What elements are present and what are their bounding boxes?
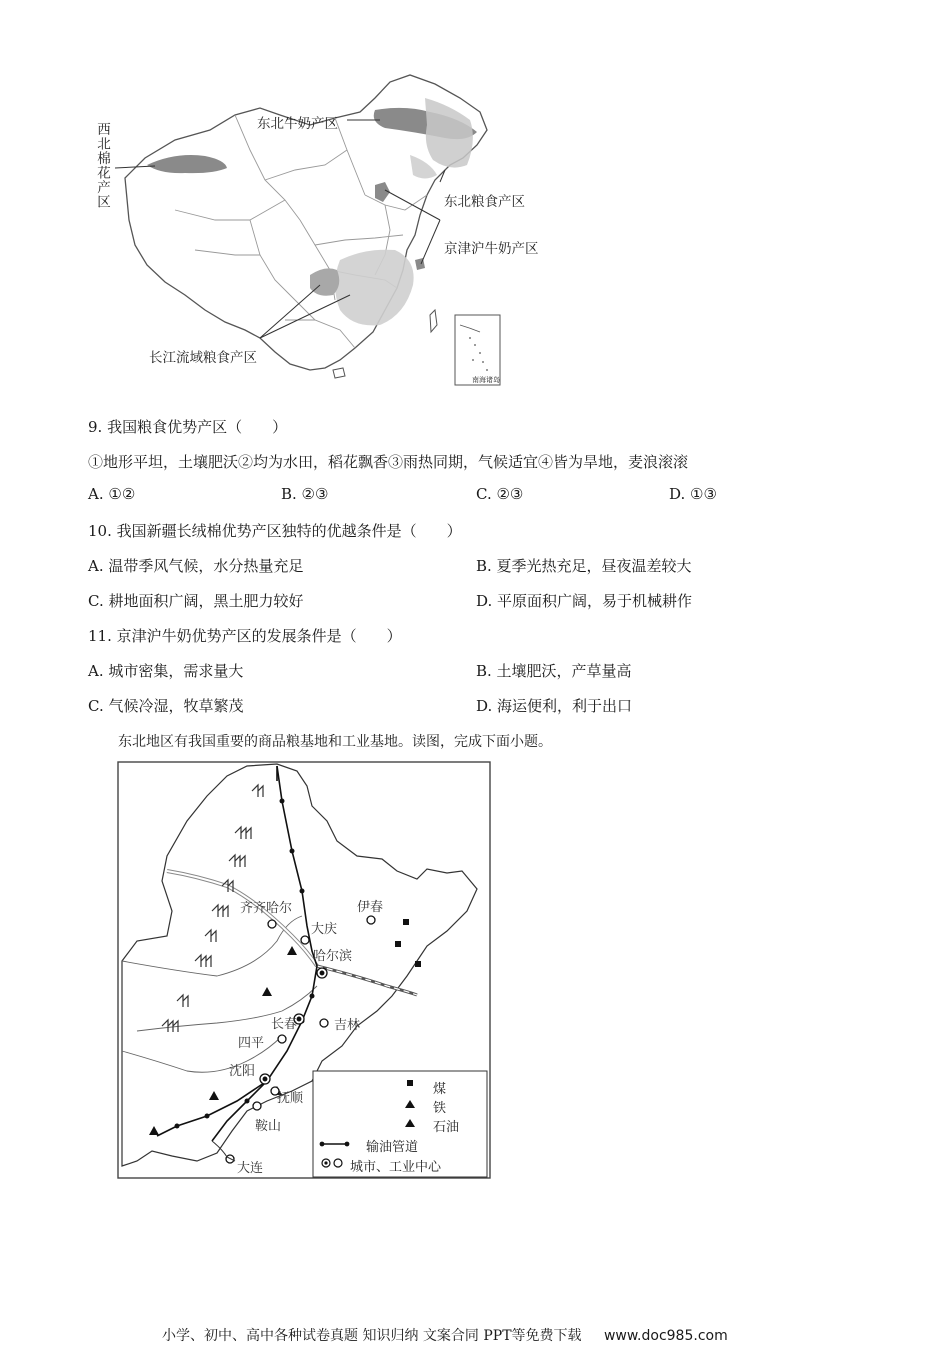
city-daqing: 大庆 [311, 922, 338, 937]
question-10-option-b[interactable]: B. 夏季光热充足，昼夜温差较大 [476, 557, 692, 575]
question-10-option-a[interactable]: A. 温带季风气候，水分热量充足 [88, 557, 304, 575]
question-9-statements: ①地形平坦，土壤肥沃②均为水田，稻花飘香③雨热同期，气候适宜④皆为旱地，麦浪滚滚 [88, 453, 689, 471]
question-9-option-d[interactable]: D. ①③ [669, 485, 717, 503]
footer-url[interactable]: www.doc985.com [603, 1328, 728, 1344]
city-harbin: 哈尔滨 [313, 949, 353, 964]
question-9-option-c[interactable]: C. ②③ [476, 485, 524, 503]
question-10-option-d[interactable]: D. 平原面积广阔，易于机械耕作 [476, 592, 693, 610]
south-china-sea-label: 南海诸岛 [472, 376, 500, 384]
city-changchun: 长春 [271, 1017, 298, 1032]
jjh-dairy-label: 京津沪牛奶产区 [444, 241, 539, 257]
intro-text: 东北地区有我国重要的商品粮基地和工业基地。读图，完成下面小题。 [118, 734, 552, 750]
question-9-option-b[interactable]: B. ②③ [281, 485, 329, 503]
page-footer [162, 1325, 728, 1345]
northwest-cotton-label: 西北棉花产区 [94, 122, 110, 209]
city-siping: 四平 [238, 1036, 265, 1051]
yangtze-grain-label: 长江流域粮食产区 [149, 350, 257, 366]
legend-oil: 石油 [433, 1120, 460, 1135]
city-jilin: 吉林 [334, 1018, 361, 1033]
city-anshan: 鞍山 [255, 1119, 282, 1134]
legend-city: 城市、工业中心 [350, 1160, 442, 1175]
city-shenyang: 沈阳 [229, 1064, 256, 1079]
question-9-stem: 9. 我国粮食优势产区（ ） [88, 418, 288, 436]
city-yichun: 伊春 [357, 900, 384, 915]
city-fushun: 抚顺 [277, 1091, 304, 1106]
question-11-stem: 11. 京津沪牛奶优势产区的发展条件是（ ） [88, 627, 402, 645]
northeast-grain-label: 东北粮食产区 [444, 194, 525, 210]
question-11-option-d[interactable]: D. 海运便利，利于出口 [476, 697, 633, 715]
question-11-option-b[interactable]: B. 土壤肥沃，产草量高 [476, 662, 632, 680]
question-10-option-c[interactable]: C. 耕地面积广阔，黑土肥力较好 [88, 592, 304, 610]
yangtze-grain-area [335, 250, 414, 326]
sichuan-grain-area [310, 268, 339, 295]
jjh-dairy-area-shanghai [415, 258, 425, 270]
city-dalian: 大连 [237, 1161, 264, 1176]
footer-text: 小学、初中、高中各种试卷真题 知识归纳 文案合同 PPT等免费下载 [162, 1328, 582, 1344]
northeast-dairy-label: 东北牛奶产区 [257, 116, 338, 132]
legend-iron: 铁 [433, 1101, 447, 1116]
legend-coal: 煤 [433, 1082, 447, 1097]
question-10-stem: 10. 我国新疆长绒棉优势产区独特的优越条件是（ ） [88, 522, 462, 540]
city-qiqihar: 齐齐哈尔 [240, 901, 293, 916]
legend-pipeline: 输油管道 [366, 1140, 419, 1155]
question-9-option-a[interactable]: A. ①② [88, 485, 136, 503]
question-11-option-c[interactable]: C. 气候冷湿，牧草繁茂 [88, 697, 244, 715]
question-11-option-a[interactable]: A. 城市密集，需求量大 [88, 662, 244, 680]
